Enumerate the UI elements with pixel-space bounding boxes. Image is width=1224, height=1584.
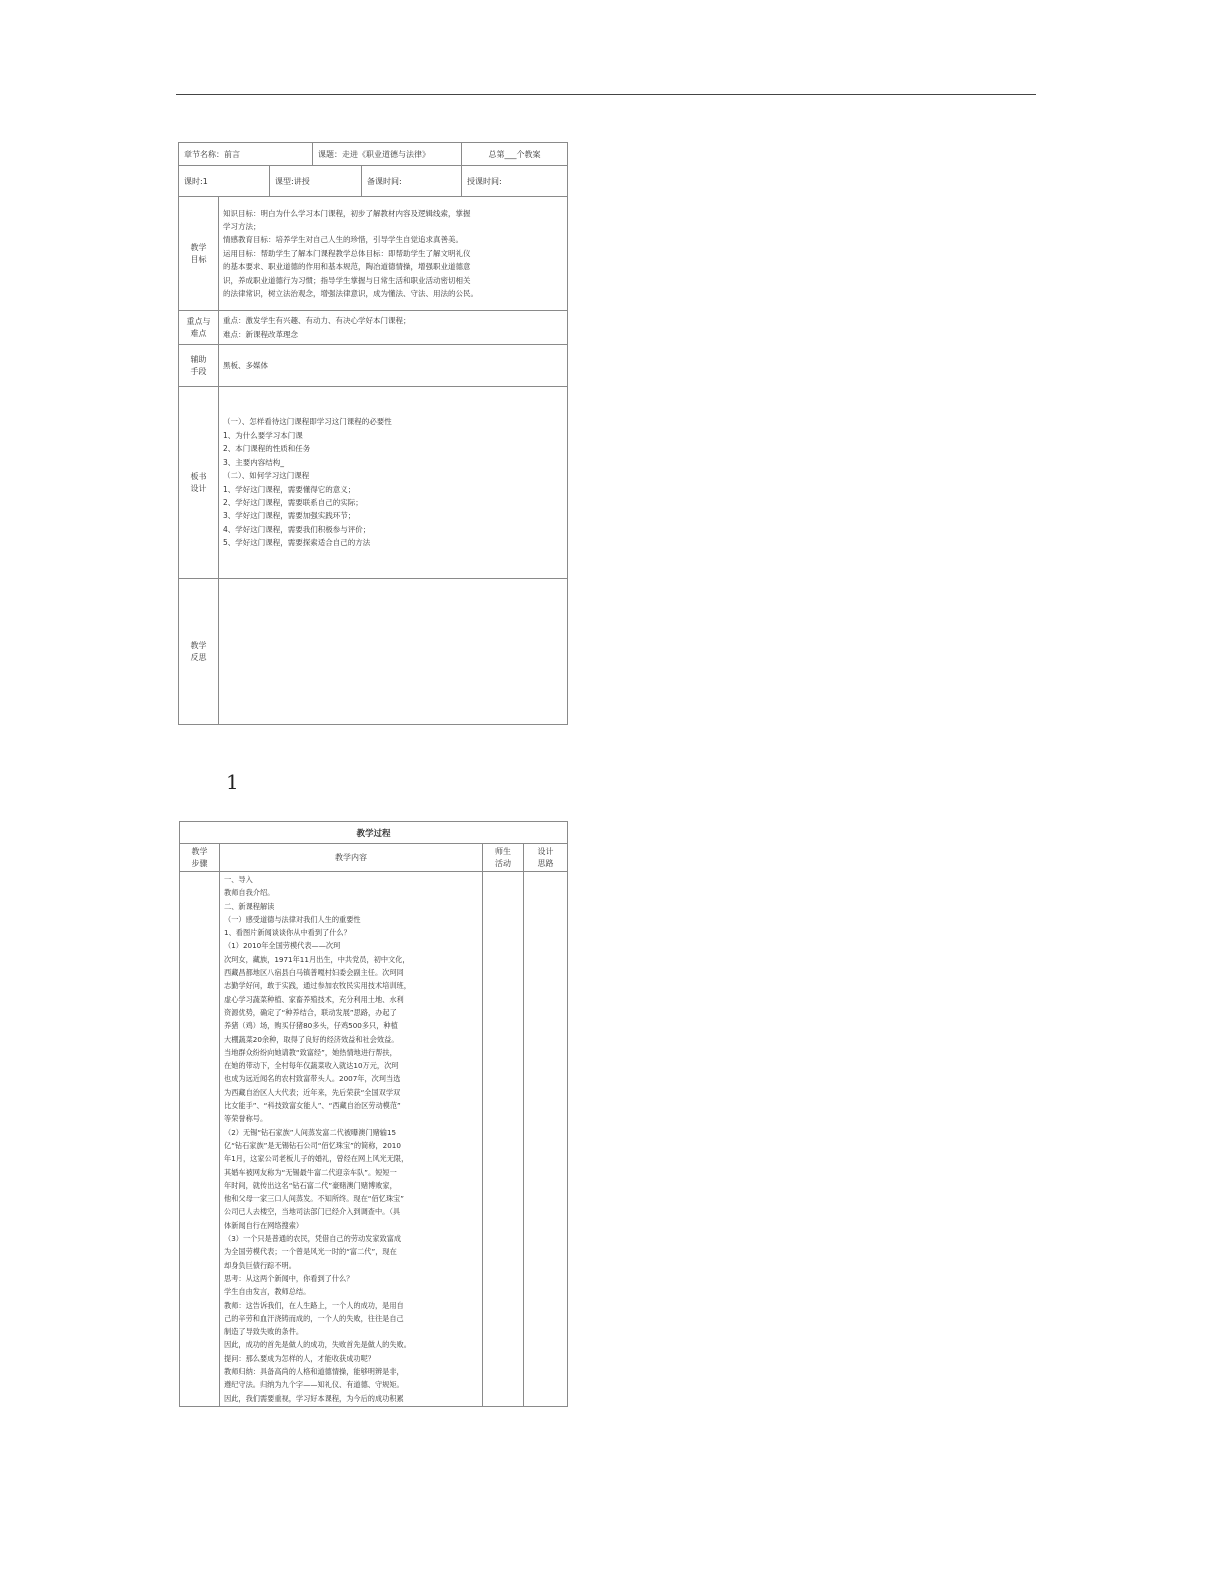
process-column-headers	[180, 844, 568, 872]
process-line: 体新闻自行在网络搜索）	[224, 1220, 304, 1230]
goals-line: 的法律常识，树立法治观念，增强法律意识，成为懂法、守法、用法的公民。	[223, 289, 478, 299]
process-line: 大棚蔬菜20余种，取得了良好的经济效益和社会效益。	[224, 1034, 399, 1044]
process-line: 亿“钻石家族”是无锡钻石公司“佰忆珠宝”的简称，2010	[224, 1140, 401, 1150]
reflection-row	[179, 579, 568, 725]
aids-label: 辅助手段	[179, 345, 219, 387]
process-line: （1）2010年全国劳模代表——次珂	[224, 941, 341, 951]
board-design-line: 2、学好这门课程，需要联系自己的实际；	[223, 497, 363, 507]
goals-line: 知识目标：明白为什么学习本门课程，初步了解教材内容及逻辑线索，掌握	[223, 208, 471, 218]
board-design-line: 1、学好这门课程，需要懂得它的意义；	[223, 484, 356, 494]
plan-total: 总第___个教案	[462, 143, 568, 166]
process-line: 教师自我介绍。	[224, 888, 275, 898]
goals-line: 识，养成职业道德行为习惯；指导学生掌握与日常生活和职业活动密切相关	[223, 275, 471, 285]
goals-row	[179, 197, 568, 311]
process-line: （3）一个只是普通的农民，凭借自己的劳动发家致富成	[224, 1234, 402, 1244]
process-line: 也成为远近闻名的农村致富带头人。2007年，次珂当选	[224, 1074, 401, 1084]
process-line: 公司已人去楼空，当地司法部门已经介入到调查中。（具	[224, 1207, 401, 1217]
key-points-line: 重点：激发学生有兴趣、有动力、有决心学好本门课程；	[223, 316, 411, 326]
teaching-process-table	[179, 821, 568, 1407]
process-title-row	[180, 822, 568, 844]
board-design-line: 3、主要内容结构_	[223, 457, 285, 467]
process-line: 其婚车被网友称为“无锡最牛富二代迎亲车队”。短短一	[224, 1167, 397, 1177]
board-design-line: 4、学好这门课程，需要我们积极参与评价；	[223, 524, 371, 534]
goals-line: 的基本要求、职业道德的作用和基本规范，陶冶道德情操，增强职业道德意	[223, 262, 471, 272]
goals-line: 情感教育目标：培养学生对自己人生的珍惜，引导学生自觉追求真善美。	[223, 235, 463, 245]
step-cell	[180, 872, 220, 1407]
design-cell	[524, 872, 568, 1407]
goals-line: 学习方法；	[223, 221, 261, 231]
process-content	[220, 872, 483, 1407]
lesson-topic: 课题：走进《职业道德与法律》	[313, 143, 462, 166]
process-line: 学生自由发言，教师总结。	[224, 1287, 311, 1297]
lesson-plan-table	[178, 142, 568, 725]
board-design-line: （一）、怎样看待这门课程即学习这门课程的必要性	[223, 417, 392, 427]
process-line: 制造了导致失败的条件。	[224, 1327, 304, 1337]
goals-label: 教学目标	[179, 197, 219, 311]
reflection-content	[219, 579, 568, 725]
board-design-line: 2、本门课程的性质和任务	[223, 444, 311, 454]
process-line: 却身负巨债行踪不明。	[224, 1260, 296, 1270]
board-design-line: 3、学好这门课程，需要加强实践环节；	[223, 511, 356, 521]
key-points-label: 重点与难点	[179, 311, 219, 345]
key-points-line: 难点：新课程改革理念	[223, 329, 298, 339]
prep-time: 备课时间:	[362, 166, 462, 197]
process-line: 虚心学习蔬菜种植、家畜养殖技术，充分利用土地、水利	[224, 994, 404, 1004]
aids-content: 黑板、多媒体	[219, 345, 568, 387]
process-line: 教师归纳：具备高尚的人格和道德情操，能够明辨是非，	[224, 1366, 404, 1376]
key-points-row	[179, 311, 568, 345]
col-step: 教学步骤	[180, 844, 220, 872]
board-design-content	[219, 387, 568, 579]
process-line: 他和父母一家三口人间蒸发。不知所终。现在“佰忆珠宝”	[224, 1194, 404, 1204]
process-line: 为全国劳模代表；一个曾是风光一时的“富二代”，现在	[224, 1247, 397, 1257]
process-line: （2）无锡“钻石家族”人间蒸发富二代被曝澳门赌输15	[224, 1127, 397, 1137]
col-content: 教学内容	[220, 844, 483, 872]
process-line: 养猪（鸡）场，购买仔猪80多头，仔鸡500多只，种植	[224, 1021, 398, 1031]
process-line: 西藏昌都地区八宿县白马镇普嘎村妇委会副主任。次珂同	[224, 968, 404, 978]
page-number: 1	[226, 770, 239, 794]
class-hours: 课时:1	[179, 166, 270, 197]
process-line: 资源优势，确定了“种养结合，联动发展”思路，办起了	[224, 1007, 397, 1017]
board-design-row	[179, 387, 568, 579]
board-design-label: 板书设计	[179, 387, 219, 579]
process-line: 当地群众纷纷向她请教“致富经”，她热情地进行帮扶，	[224, 1047, 397, 1057]
header-rule	[176, 94, 1036, 95]
col-activity: 师生活动	[483, 844, 524, 872]
reflection-label: 教学反思	[179, 579, 219, 725]
process-line: 为西藏自治区人大代表；近年来，先后荣获“全国双学双	[224, 1087, 401, 1097]
process-line: 年时间，就传出这名“钻石富二代”豪赌澳门赌博败家，	[224, 1180, 397, 1190]
process-line: （一）感受道德与法律对我们人生的重要性	[224, 914, 361, 924]
plan-info-row	[179, 166, 568, 197]
process-line: 己的辛劳和血汗浇铸而成的，一个人的失败，往往是自己	[224, 1313, 404, 1323]
process-line: 因此，我们需要重视，学习好本课程，为今后的成功积累	[224, 1393, 404, 1403]
col-design: 设计思路	[524, 844, 568, 872]
process-line: 一、导入	[224, 875, 253, 884]
process-body-row	[180, 872, 568, 1407]
process-line: 二、新课程解读	[224, 901, 275, 911]
class-type: 课型:讲授	[270, 166, 362, 197]
process-line: 次珂女，藏族，1971年11月出生，中共党员，初中文化，	[224, 954, 410, 964]
process-line: 年1月，这家公司老板儿子的婚礼，曾经在网上风光无限，	[224, 1154, 409, 1164]
process-line: 思考：从这两个新闻中，你看到了什么？	[224, 1273, 354, 1283]
process-line: 因此，成功的首先是做人的成功，失败首先是做人的失败。	[224, 1340, 411, 1350]
aids-row	[179, 345, 568, 387]
process-line: 教师：这告诉我们，在人生路上，一个人的成功，是用自	[224, 1300, 404, 1310]
goals-line: 运用目标：帮助学生了解本门课程教学总体目标：即帮助学生了解文明礼仪	[223, 248, 471, 258]
teach-time: 授课时间:	[462, 166, 568, 197]
process-line: 比女能手”、“科技致富女能人”、“西藏自治区劳动模范”	[224, 1101, 401, 1111]
board-design-line: （二）、如何学习这门课程	[223, 471, 310, 481]
goals-content	[219, 197, 568, 311]
key-points-content	[219, 311, 568, 345]
plan-header-row	[179, 143, 568, 166]
process-line: 在她的带动下，全村每年仅蔬菜收入就达10万元，次珂	[224, 1061, 399, 1071]
activity-cell	[483, 872, 524, 1407]
process-line: 遵纪守法。归纳为九个字——知礼仪、有道德、守规矩。	[224, 1380, 404, 1390]
chapter-name: 章节名称：前言	[179, 143, 313, 166]
process-line: 志勤学好问，敢于实践，通过参加农牧民实用技术培训班，	[224, 981, 411, 991]
process-line: 提问：那么要成为怎样的人，才能收获成功呢？	[224, 1353, 375, 1363]
board-design-line: 5、学好这门课程，需要探索适合自己的方法	[223, 538, 371, 548]
process-line: 1、看图片新闻谈谈你从中看到了什么？	[224, 928, 351, 938]
process-title: 教学过程	[180, 822, 568, 844]
board-design-line: 1、为什么要学习本门课	[223, 430, 303, 440]
process-line: 等荣誉称号。	[224, 1114, 268, 1124]
